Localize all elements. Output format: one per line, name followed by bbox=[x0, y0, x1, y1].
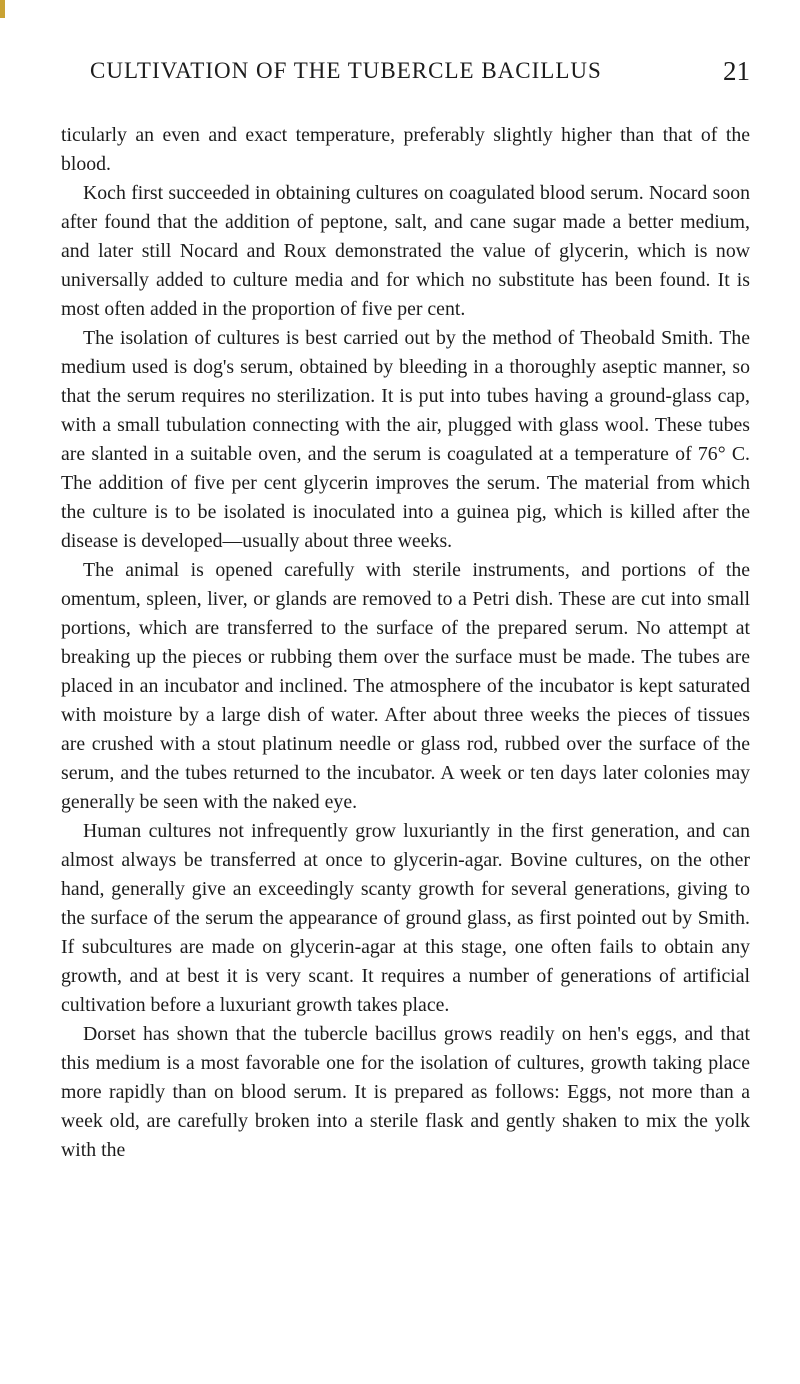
paragraph-continued: ticularly an even and exact temperature, preferably slightly higher than that of the blood. bbox=[61, 124, 750, 175]
paragraph-animal-procedure: The animal is opened carefully with sterile instruments, and portions of the omentum, spleen, liver, or glands are removed to a Petri dish. These are cut into small portions, which are transferred to the surface of the prepared serum. No attempt at breaking up the pieces or rubbing them over the surface must be made. The tubes are placed in an incubator and inclined. The atmosphere of the incubator is kept saturated with moisture by a large dish of water. After about three weeks the pieces of tissues are crushed with a stout platinum needle or glass rod, rubbed over the surface of the serum, and the tubes returned to the incubator. A week or ten days later colonies may generally be seen with the naked eye. bbox=[61, 559, 750, 813]
page-number: 21 bbox=[723, 56, 750, 86]
page-edge-mark bbox=[0, 0, 5, 18]
paragraph-dorset-eggs: Dorset has shown that the tubercle bacillus grows readily on hen's eggs, and that this medium is a most favorable one for the isolation of cultures, growth taking place more rapidly than on blood serum. It is prepared as follows: Eggs, not more than a week old, are carefully broken into a sterile flask and gently shaken to mix the yolk with the bbox=[61, 1023, 750, 1161]
page-header bbox=[60, 58, 750, 94]
paragraph-human-bovine-cultures: Human cultures not infrequently grow luxuriantly in the first generation, and can almost always be transferred at once to glycerin-agar. Bovine cultures, on the other hand, generally give an exceedingly scanty growth for several generations, giving to the surface of the serum the appearance of ground glass, as first pointed out by Smith. If subcultures are made on glycerin-agar at this stage, one often fails to obtain any growth, and at best it is very scant. It requires a number of generations of artificial cultivation before a luxuriant growth takes place. bbox=[61, 820, 750, 1016]
paragraph-koch-cultures: Koch first succeeded in obtaining cultures on coagulated blood serum. Nocard soon after found that the addition of peptone, salt, and cane sugar made a better medium, and later still Nocard and Roux demonstrated the value of glycerin, which is now universally added to culture media and for which no substitute has been found. It is most often added in the proportion of five per cent. bbox=[61, 182, 750, 320]
running-title: CULTIVATION OF THE TUBERCLE BACILLUS bbox=[90, 58, 602, 83]
body-text bbox=[61, 121, 750, 1165]
paragraph-isolation-method: The isolation of cultures is best carried out by the method of Theobald Smith. The medium used is dog's serum, obtained by bleeding in a thoroughly aseptic manner, so that the serum requires no sterilization. It is put into tubes having a ground-glass cap, with a small tubulation connecting with the air, plugged with glass wool. These tubes are slanted in a suitable oven, and the serum is coagulated at a temperature of 76° C. The addition of five per cent glycerin improves the serum. The material from which the culture is to be isolated is inoculated into a guinea pig, which is killed after the disease is developed—usually about three weeks. bbox=[61, 327, 750, 552]
